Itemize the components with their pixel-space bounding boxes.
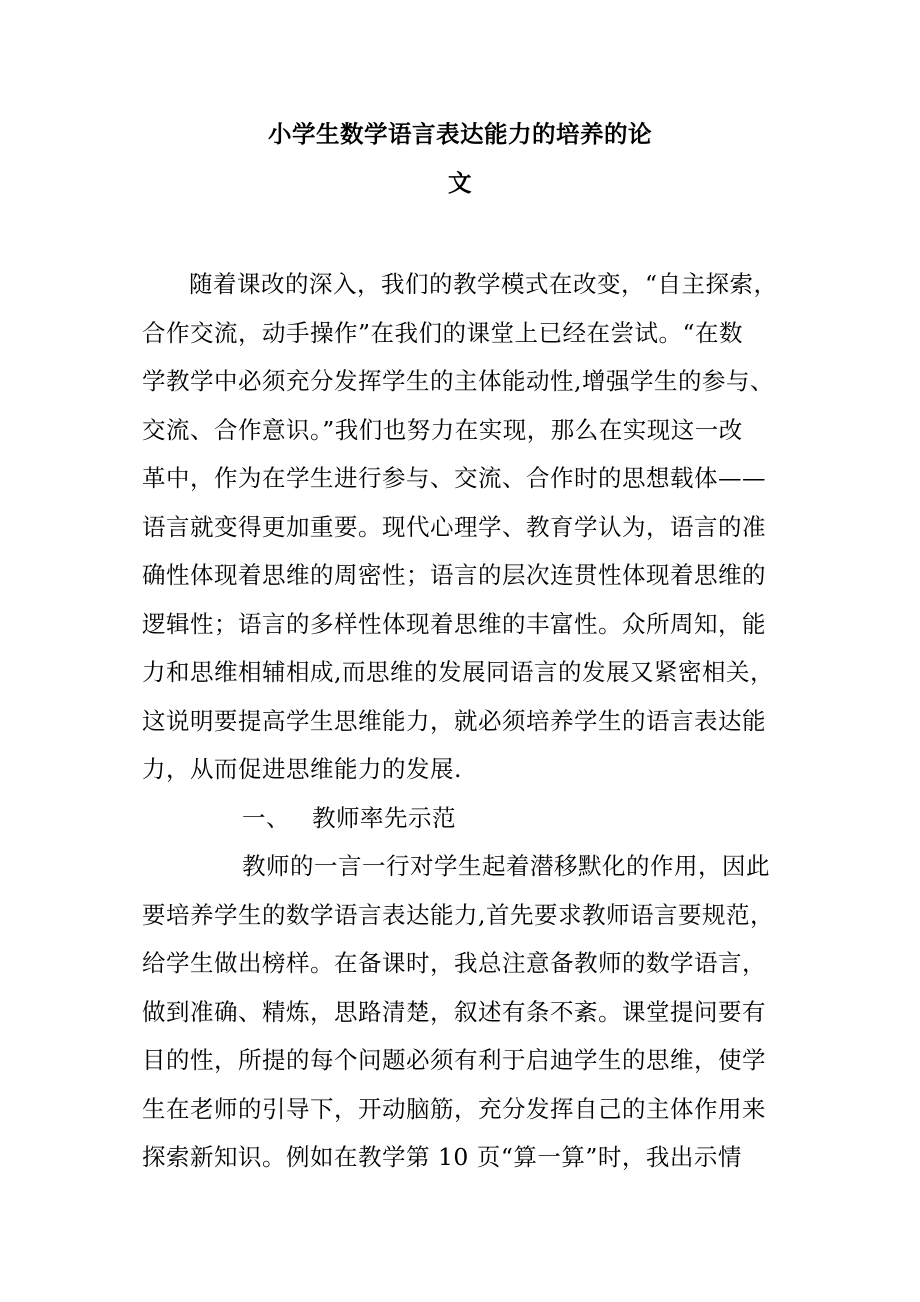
paragraph-1-line: 学教学中必须充分发挥学生的主体能动性,增强学生的参与、 — [142, 367, 774, 395]
paragraph-1-line: 交流、合作意识。”我们也努力在实现，那么在实现这一改 — [142, 415, 743, 444]
paragraph-1-line: 合作交流，动手操作”在我们的课堂上已经在尝试。“在数 — [142, 318, 744, 347]
section-heading — [142, 794, 782, 843]
paragraph-1-line: 逻辑性；语言的多样性体现着思维的丰富性。众所周知，能 — [142, 609, 766, 638]
document-body — [142, 260, 782, 1182]
paragraph-1-line: 随着课改的深入，我们的教学模式在改变，“自主探索， — [189, 270, 778, 298]
paragraph-1-line: 力，从而促进思维能力的发展. — [142, 755, 462, 783]
paragraph-2-line: 目的性，所提的每个问题必须有利于启迪学生的思维，使学 — [142, 1046, 766, 1074]
paragraph-2-line: 教师的一言一行对学生起着潜移默化的作用，因此 — [242, 852, 770, 880]
paragraph-2-line: 做到准确、精炼，思路清楚，叙述有条不紊。课堂提问要有 — [142, 997, 766, 1026]
paragraph-2-line: 要培养学生的数学语言表达能力,首先要求教师语言要规范， — [142, 900, 774, 929]
paragraph-1-line: 革中，作为在学生进行参与、交流、合作时的思想载体—— — [142, 464, 766, 492]
paragraph-2-line: 探索新知识。例如在教学第 10 页“算一算”时，我出示情 — [142, 1143, 742, 1171]
paragraph-2-line: 给学生做出榜样。在备课时，我总注意备教师的数学语言， — [142, 949, 766, 977]
document-title — [150, 110, 770, 207]
paragraph-1-line: 这说明要提高学生思维能力，就必须培养学生的语言表达能 — [142, 706, 766, 735]
title-line-2: 文 — [448, 168, 472, 197]
section-heading-number: 一、 — [242, 803, 290, 832]
paragraph-1-line: 语言就变得更加重要。现代心理学、教育学认为，语言的准 — [142, 512, 766, 541]
paragraph-1-line: 力和思维相辅相成,而思维的发展同语言的发展又紧密相关， — [142, 658, 774, 686]
paragraph-2-line: 生在老师的引导下，开动脑筋，充分发挥自己的主体作用来 — [142, 1094, 766, 1123]
title-line-1: 小学生数学语言表达能力的培养的论 — [268, 120, 652, 148]
paragraph-1-line: 确性体现着思维的周密性；语言的层次连贯性体现着思维的 — [142, 561, 766, 589]
section-heading-text: 教师率先示范 — [312, 803, 456, 832]
